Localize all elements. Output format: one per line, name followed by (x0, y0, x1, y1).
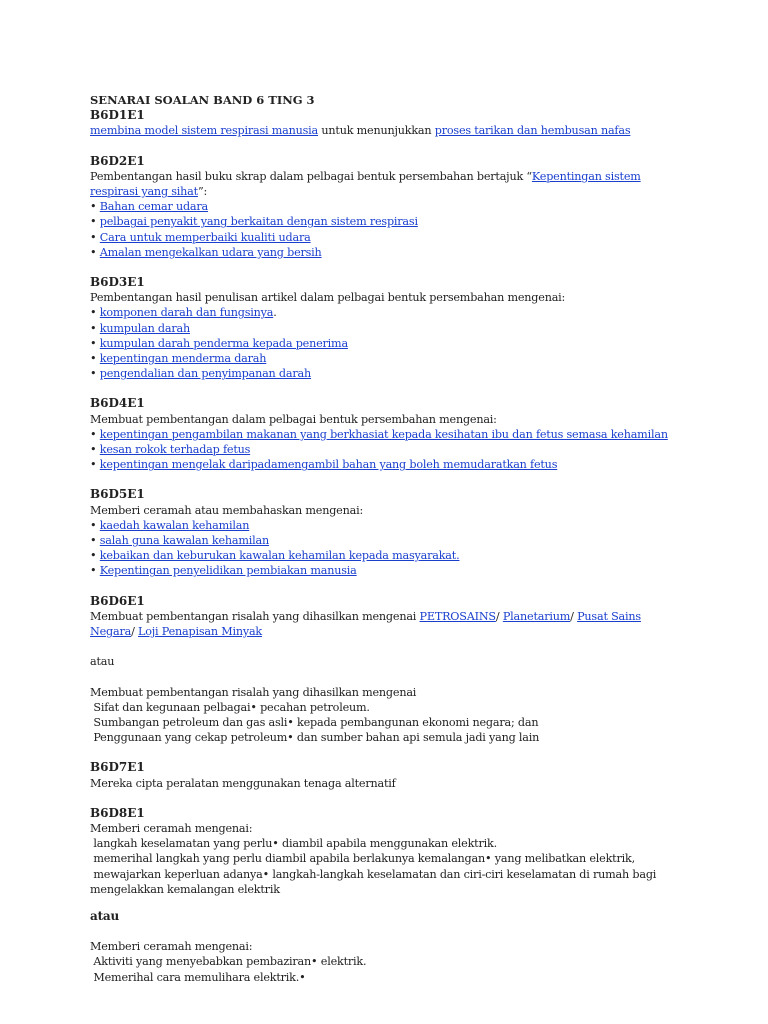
document-content (90, 93, 690, 985)
bullet: • (90, 306, 100, 320)
link-model-respirasi[interactable]: membina model sistem respirasi manusia (90, 124, 319, 138)
atau-heading: atau (90, 908, 120, 923)
list-link[interactable]: komponen darah dan fungsinya (99, 306, 274, 320)
separator: / (131, 625, 138, 639)
intro-end: ”: (197, 185, 208, 199)
list-link[interactable]: kaedah kawalan kehamilan (99, 518, 250, 532)
list-link[interactable]: kesan rokok terhadap fetus (99, 443, 251, 457)
suffix: . (273, 306, 277, 320)
list-link[interactable]: Kepentingan penyelidikan pembiakan manusia (99, 564, 357, 578)
section-intro: Memberi ceramah mengenai: (90, 821, 253, 835)
list-link[interactable]: salah guna kawalan kehamilan (99, 534, 270, 548)
list-link[interactable]: kumpulan darah penderma kepada penerima (99, 336, 348, 350)
list-link[interactable]: Amalan mengekalkan udara yang bersih (99, 245, 322, 259)
section-intro (90, 169, 690, 199)
bullet: • (90, 458, 100, 472)
link-loji-penapisan-minyak[interactable]: Loji Penapisan Minyak (138, 625, 263, 639)
list-item (90, 245, 690, 260)
list-link[interactable]: kepentingan menderma darah (99, 352, 267, 366)
list-item: memerihal langkah yang perlu diambil apabila berlakunya kemalangan• yang melibatkan elektrik, (90, 852, 635, 866)
section-b6d4e1 (90, 396, 690, 472)
section-text: Mereka cipta peralatan menggunakan tenaga alternatif (90, 776, 396, 790)
list-item: Sumbangan petroleum dan gas asli• kepada pembangunan ekonomi negara; dan (90, 715, 539, 729)
section-intro (90, 609, 680, 639)
section-code: B6D1E1 (90, 108, 145, 123)
list-item (90, 214, 690, 229)
list-link[interactable]: kepentingan mengelak daripadamengambil bahan yang boleh memudaratkan fetus (99, 458, 558, 472)
section-intro-2: Membuat pembentangan risalah yang dihasilkan mengenai (90, 685, 417, 699)
section-code: B6D5E1 (90, 487, 145, 502)
list-item (90, 563, 690, 578)
bullet: • (90, 336, 100, 350)
bullet: • (90, 230, 100, 244)
section-intro: Membuat pembentangan dalam pelbagai bentuk persembahan mengenai: (90, 412, 497, 426)
list-item (90, 457, 690, 472)
intro-text: Pembentangan hasil buku skrap dalam pelbagai bentuk persembahan bertajuk “ (90, 169, 532, 183)
list-link[interactable]: Cara untuk memperbaiki kualiti udara (99, 230, 311, 244)
list-item: Sifat dan kegunaan pelbagai• pecahan petroleum. (90, 700, 370, 714)
bullet: • (90, 215, 100, 229)
link-kepentingan-respirasi[interactable]: Kepentingan sistem respirasi yang sihat (90, 169, 641, 199)
list-item: Memerihal cara memulihara elektrik.• (90, 970, 306, 984)
section-code: B6D3E1 (90, 275, 145, 290)
bullet: • (90, 518, 100, 532)
section-code: B6D6E1 (90, 593, 145, 608)
list-item (90, 366, 690, 381)
list-item (90, 351, 690, 366)
list-item (90, 533, 690, 548)
list-item (90, 442, 690, 457)
section-b6d3e1 (90, 275, 690, 381)
list-link[interactable]: kebaikan dan keburukan kawalan kehamilan kepada masyarakat. (99, 549, 460, 563)
separator: / (495, 609, 503, 623)
bullet: • (90, 534, 100, 548)
section-intro: Pembentangan hasil penulisan artikel dalam pelbagai bentuk persembahan mengenai: (90, 291, 566, 305)
list-item (90, 230, 690, 245)
section-code: B6D4E1 (90, 396, 145, 411)
bullet: • (90, 352, 100, 366)
section-b6d7e1 (90, 760, 690, 790)
section-b6d8e1 (90, 806, 690, 985)
separator: / (570, 609, 578, 623)
link-tarikan-hembusan[interactable]: proses tarikan dan hembusan nafas (434, 124, 631, 138)
list-item: Penggunaan yang cekap petroleum• dan sumber bahan api semula jadi yang lain (90, 731, 540, 745)
section-code: B6D8E1 (90, 805, 145, 820)
section-b6d1e1 (90, 108, 690, 138)
list-item (90, 199, 690, 214)
section-code: B6D7E1 (90, 760, 145, 775)
bullet: • (90, 245, 100, 259)
list-link[interactable]: pelbagai penyakit yang berkaitan dengan sistem respirasi (99, 215, 418, 229)
section-intro-2: Memberi ceramah mengenai: (90, 940, 253, 954)
section-b6d2e1 (90, 154, 690, 260)
list-link[interactable]: Bahan cemar udara (99, 200, 209, 214)
link-connector-text: untuk menunjukkan (318, 124, 435, 138)
link-planetarium[interactable]: Planetarium (502, 609, 571, 623)
list-item: mewajarkan keperluan adanya• langkah-langkah keselamatan dan ciri-ciri keselamatan di rumah bagi mengelakkan kemalangan elektrik (90, 867, 660, 896)
section-intro: Memberi ceramah atau membahaskan mengenai: (90, 503, 364, 517)
list-link[interactable]: pengendalian dan penyimpanan darah (99, 367, 311, 381)
list-item: langkah keselamatan yang perlu• diambil apabila menggunakan elektrik. (90, 837, 497, 851)
list-item (90, 427, 690, 442)
bullet: • (90, 427, 100, 441)
link-petrosains[interactable]: PETROSAINS (419, 609, 496, 623)
list-item (90, 321, 690, 336)
atau-label: atau (90, 655, 115, 669)
list-item: Aktiviti yang menyebabkan pembaziran• elektrik. (90, 955, 367, 969)
list-item (90, 548, 690, 563)
bullet: • (90, 549, 100, 563)
bullet: • (90, 564, 100, 578)
bullet: • (90, 367, 100, 381)
section-code: B6D2E1 (90, 153, 145, 168)
link-pusat-sains-negara[interactable]: Pusat Sains Negara (90, 609, 641, 639)
document-title: SENARAI SOALAN BAND 6 TING 3 (90, 93, 315, 107)
intro-text: Membuat pembentangan risalah yang dihasilkan mengenai (90, 609, 420, 623)
bullet: • (90, 200, 100, 214)
list-item (90, 336, 690, 351)
section-b6d5e1 (90, 487, 690, 578)
list-item (90, 305, 690, 320)
list-item (90, 518, 690, 533)
bullet: • (90, 321, 100, 335)
section-b6d6e1 (90, 594, 690, 746)
list-link[interactable]: kumpulan darah (99, 321, 190, 335)
bullet: • (90, 443, 100, 457)
list-link[interactable]: kepentingan pengambilan makanan yang berkhasiat kepada kesihatan ibu dan fetus semasa kehamilan (99, 427, 668, 441)
